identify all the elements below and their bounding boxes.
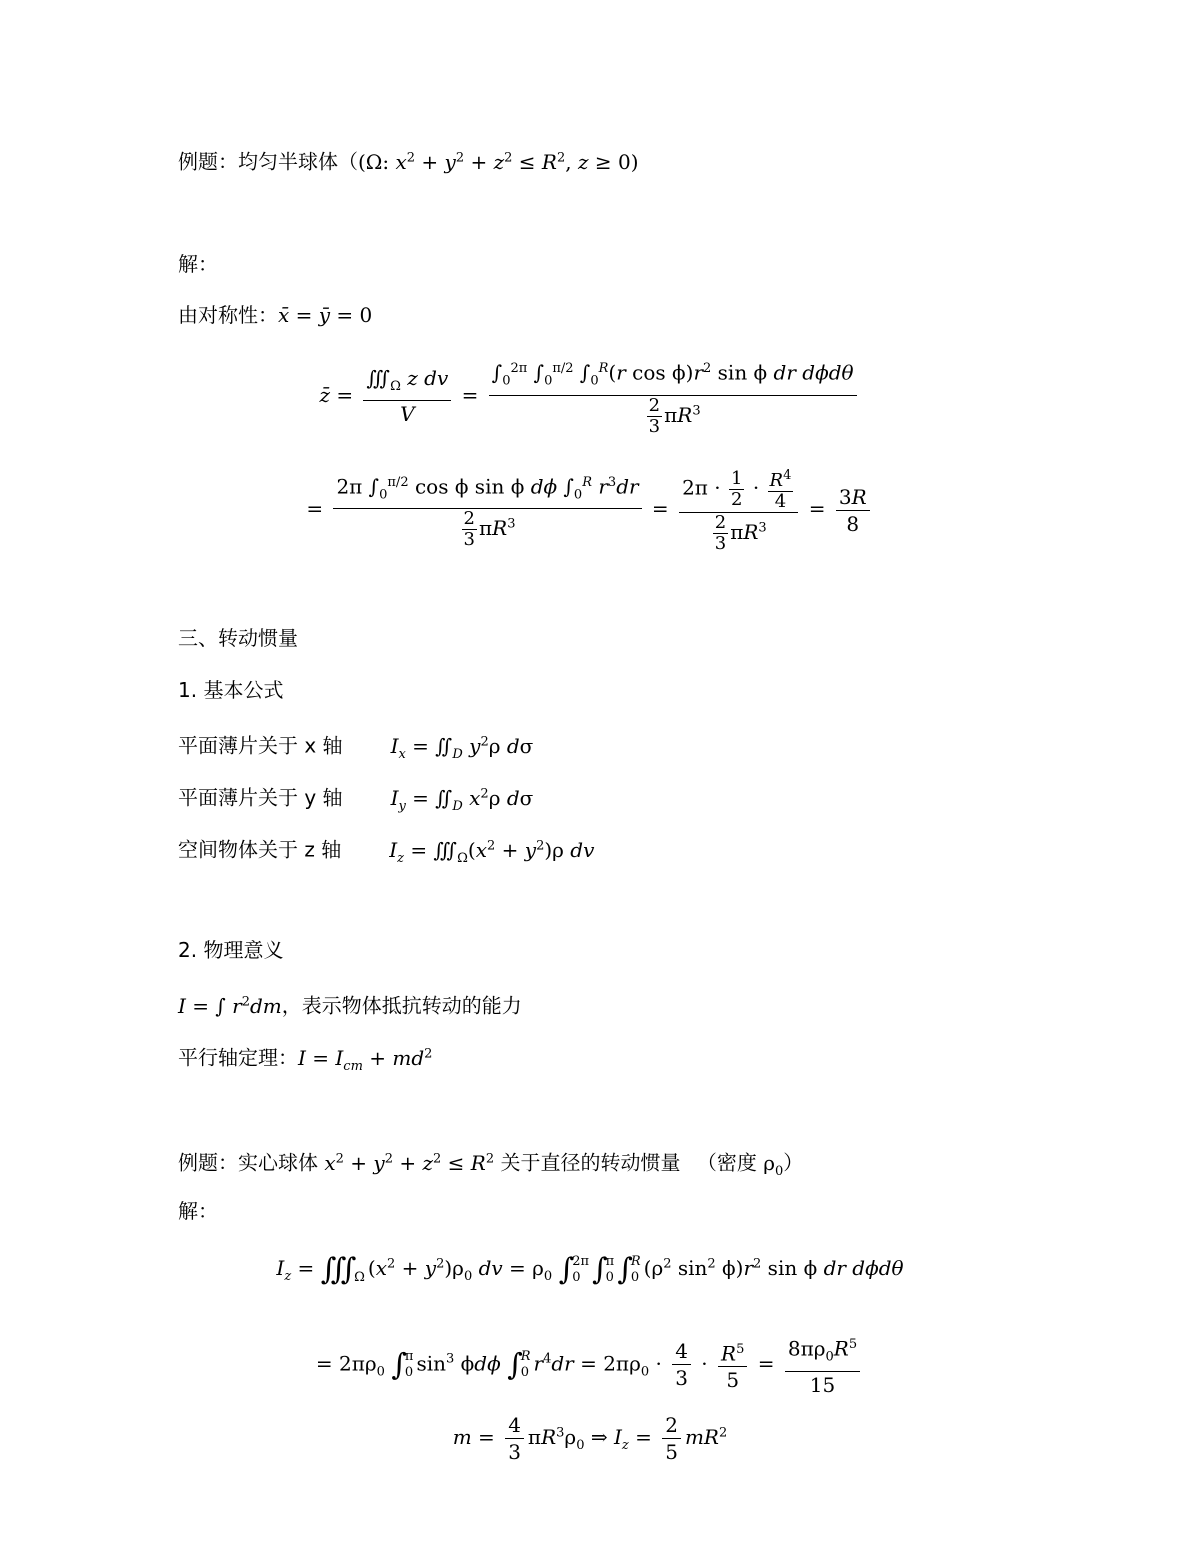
example2-density-close: ）: [783, 1150, 804, 1175]
formula-ix-label: 平面薄片关于 x 轴: [178, 733, 343, 758]
example2-density-open: （密度: [696, 1150, 757, 1175]
section3-sub1: 1. 基本公式: [178, 678, 284, 702]
parallel-axis-line: [178, 1040, 432, 1081]
zbar-fraction-3: 2π $\int_0^{\pi/2}$ cos ϕ sin ϕ dϕ $\int_0^R$ $r^3dr$ $\frac{2}{3}$ $\pi R^3$: [333, 470, 641, 551]
example2-heading-text: 例题：实心球体: [178, 1150, 318, 1175]
zbar-result: $\frac{3R}{8}$: [836, 484, 870, 537]
example2-condition-expr: $x^2 + y^2 + z^2 \le R^2$: [324, 1150, 495, 1175]
symmetry-line: [178, 301, 372, 329]
section3-heading: 三、转动惯量: [178, 626, 298, 650]
example1-heading: [178, 144, 639, 176]
formula-ix: [178, 728, 533, 769]
meaning-text: ，表示物体抵抗转动的能力: [281, 993, 522, 1018]
iz-equation-2: = $2\pi\rho_0$ ∫ π 0 $\sin^3 \phi d\phi$ ∫ R 0 $r^4dr = 2\pi\rho_0$ · $\frac{4}{3}$ · $\frac{R^5}{5}$ = $\frac{8\pi\rho_0R^5}{15}$: [0, 1332, 1180, 1398]
meaning-line: [178, 988, 522, 1020]
zbar-fraction-4: 2π · $\frac{1}{2}$ · $\frac{R^4}{4}$ $\frac{2}{3}$ $\pi R^3$: [679, 466, 798, 554]
zbar-fraction-2: $\int_0^{2\pi}$ $\int_0^{\pi/2}$ $\int_0^R(r$ $\cos \phi)r^2$ sin ϕ dr dϕdθ $\frac{2}{3}$ $\pi R^3$: [489, 356, 857, 437]
meaning-formula: I = ∫ $r^2dm$: [178, 993, 282, 1018]
mass-equation: m = $\frac{4}{3}$ $\pi R^3\rho_0$ ⇒ $I_z$ = $\frac{2}{5}$ $mR^2$: [452, 1413, 728, 1464]
formula-ix-expr: $I_x$ = $∬_D$ $y^2\rho$ dσ: [390, 733, 534, 762]
zbar-fraction-1: $\frac{∭_\Omega z dv}{V}$: [363, 365, 451, 427]
formula-iy-expr: $I_y$ = $∬_D$ $x^2\rho$ dσ: [390, 785, 534, 814]
zbar-equation-2: = 2π $\int_0^{\pi/2}$ cos ϕ sin ϕ dϕ $\int_0^R$ $r^3dr$ $\frac{2}{3}$ $\pi R^3$ = 2π · $\frac{1}{2}$ · $\frac{R^4}{4}$ $\frac{2}{3}$ $\pi R^3$ = $\frac{3R}{8}$: [0, 466, 1180, 554]
symmetry-expr: x̄ = ȳ = 0: [278, 303, 373, 327]
section3-sub2: 2. 物理意义: [178, 938, 284, 962]
example2-condition-text: 关于直径的转动惯量: [500, 1150, 681, 1175]
zbar-equation-1: z̄ = $\frac{∭_\Omega z dv}{V}$ = $\int_0^{2\pi}$ $\int_0^{\pi/2}$ $\int_0^R(r$ $\cos \phi)r^2$ sin ϕ dr dϕdθ $\frac{2}{3}$ $\pi R^3$: [0, 356, 1180, 437]
parallel-axis-formula: $I = I_{cm} + md^2$: [298, 1045, 433, 1074]
formula-iy: [178, 780, 533, 821]
solution-label-2: 解：: [178, 1199, 218, 1223]
symmetry-label: 由对称性：: [178, 303, 278, 327]
example1-heading-text: 例题：均匀半球体（: [178, 149, 358, 174]
example2-heading: [178, 1145, 803, 1186]
formula-iz: [178, 832, 594, 873]
formula-iz-label: 空间物体关于 z 轴: [178, 837, 342, 862]
solution-label-1: 解：: [178, 252, 218, 276]
iz-equation-1: $I_z$ = ∭ Ω $(x^2 + y^2)\rho_0$ dv = $\rho_0$ ∫ 2π 0 ∫ π 0 ∫ R 0 ($\rho^2$ $\sin^2 \phi)r^2$ sin ϕ dr dϕdθ: [276, 1252, 904, 1287]
example1-domain: (Ω: $x^2 + y^2 + z^2 \le R^2$, z ≥ 0): [358, 149, 639, 174]
formula-iz-expr: $I_z$ = $∭_\Omega(x^2 + y^2)\rho$ dv: [389, 837, 595, 866]
formula-iy-label: 平面薄片关于 y 轴: [178, 785, 343, 810]
example2-density-symbol: $\rho_0$: [763, 1150, 784, 1179]
parallel-axis-label: 平行轴定理：: [178, 1045, 298, 1070]
